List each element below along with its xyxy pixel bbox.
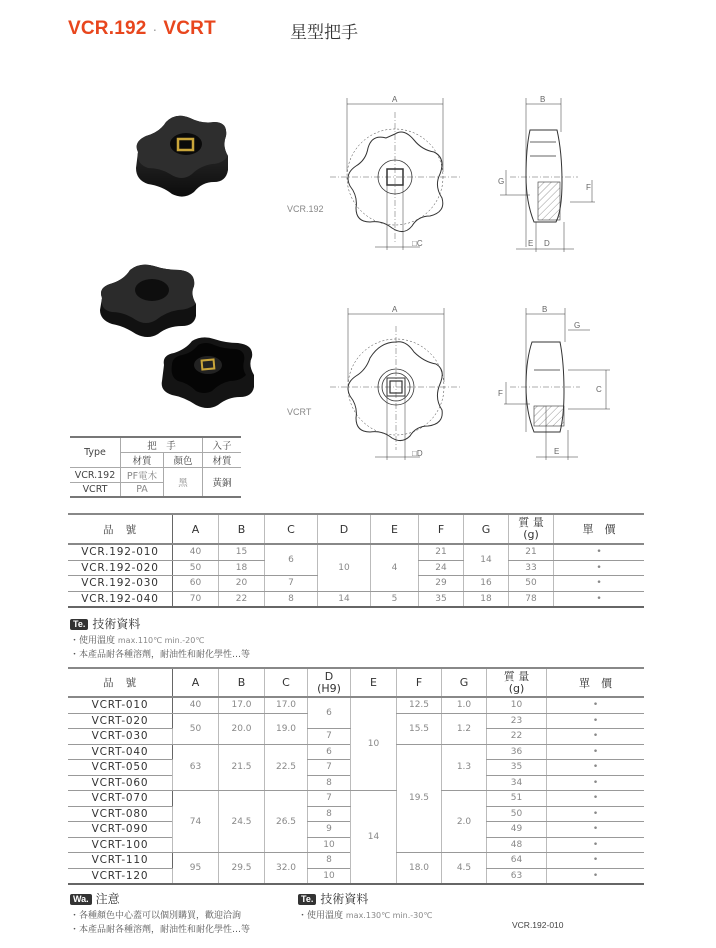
tech-title: 技術資料 <box>92 617 141 631</box>
tech-badge: Te. <box>298 894 316 905</box>
table-row: VCRT-020 50 20.0 19.0 15.5 1.2 23 • <box>68 713 644 729</box>
table-row: VCR.192-020 50 18 24 33 • <box>68 560 644 576</box>
type-cell: VCR.192 <box>70 468 121 483</box>
dim-label-a: A <box>392 305 398 314</box>
col-header-code: 品 號 <box>68 514 173 544</box>
col-header-weight: 質 量 (g) <box>487 668 547 697</box>
vcrt-knob-top-photo <box>96 262 206 342</box>
table-row: VCRT-110 95 29.5 32.0 8 18.0 4.5 64 • <box>68 853 644 869</box>
col-header-code: 品 號 <box>68 668 173 697</box>
table-row: VCRT-080 8 50 • <box>68 806 644 822</box>
table-row: VCRT-120 10 63 • <box>68 868 644 884</box>
page-code: VCR.192-010 <box>512 920 564 930</box>
vcrt-technical-drawing <box>330 302 620 467</box>
dim-label-f: F <box>586 183 591 192</box>
dim-label-g: G <box>498 177 505 186</box>
table-row: VCRT-060 8 34 • <box>68 775 644 791</box>
vcr192-spec-table <box>68 513 644 608</box>
dim-label-e: E <box>528 239 534 248</box>
vcr192-knob-photo <box>128 112 238 202</box>
type-cell: VCRT <box>70 483 121 498</box>
vcr192-drawing-label: VCR.192 <box>287 204 324 214</box>
table-row: VCR.192-030 60 20 7 29 16 50 • <box>68 576 644 592</box>
dim-label-b: B <box>540 95 546 104</box>
table-row: VCRT-070 74 24.5 26.5 7 14 2.0 51 • <box>68 791 644 807</box>
table-row: VCRT-040 63 21.5 22.5 6 19.5 1.3 36 • <box>68 744 644 760</box>
table-row: VCR.192-010 40 15 6 10 4 21 14 21 • <box>68 544 644 560</box>
col-header-d: D <box>318 514 371 544</box>
handle-color-header: 顏色 <box>164 453 203 468</box>
col-header-weight: 質 量 (g) <box>509 514 554 544</box>
col-header-d: D (H9) <box>308 668 351 697</box>
vcrt-spec-table <box>68 667 644 885</box>
col-header-e: E <box>351 668 397 697</box>
col-header-price: 單 價 <box>554 514 645 544</box>
col-header-a: A <box>173 668 219 697</box>
col-header-price: 單 價 <box>547 668 645 697</box>
col-header-b: B <box>219 668 265 697</box>
col-header-c: C <box>265 514 318 544</box>
vcr192-technical-drawing <box>330 92 620 262</box>
table-row: VCRT-090 9 49 • <box>68 822 644 838</box>
warning-badge: Wa. <box>70 894 92 905</box>
tech-info-section-2: Te. 技術資料 ・使用溫度 max.130℃ min.-30℃ <box>298 892 433 921</box>
dim-label-a: A <box>392 95 398 104</box>
product-code-vcrt: VCRT <box>163 18 216 39</box>
warning-title: 注意 <box>95 892 120 906</box>
type-header: Type <box>70 437 121 468</box>
material-cell: PF電木 <box>121 468 164 483</box>
table-row: VCRT-050 7 35 • <box>68 760 644 776</box>
handle-material-header: 材質 <box>121 453 164 468</box>
col-header-g: G <box>464 514 509 544</box>
table-row: VCRT-030 7 22 • <box>68 729 644 745</box>
product-code-title <box>68 18 216 40</box>
dim-label-d: □D <box>412 449 423 458</box>
insert-header: 入子 <box>203 437 242 453</box>
insert-material-header: 材質 <box>203 453 242 468</box>
col-header-f: F <box>419 514 464 544</box>
dim-label-b: B <box>542 305 548 314</box>
product-code-vcr192: VCR.192 <box>68 18 147 39</box>
material-cell: PA <box>121 483 164 498</box>
tech-title: 技術資料 <box>320 892 369 906</box>
dim-label-d: D <box>544 239 550 248</box>
material-type-table <box>70 436 241 498</box>
tech-info-section: Te. 技術資料 ・使用溫度 max.110℃ min.-20℃ ・本產品耐各種溶劑，耐油性和耐化學性…等 <box>70 617 251 660</box>
col-header-f: F <box>397 668 442 697</box>
col-header-a: A <box>173 514 219 544</box>
warning-section: Wa. 注意 ・各種顏色中心蓋可以個別購買，歡迎洽詢 ・本產品耐各種溶劑，耐油性和耐化學性…等 <box>70 892 251 935</box>
col-header-b: B <box>219 514 265 544</box>
handle-header: 把 手 <box>121 437 203 453</box>
title-separator: · <box>152 21 158 37</box>
col-header-g: G <box>442 668 487 697</box>
table-row: VCR.192-040 70 22 8 14 5 35 18 78 • <box>68 591 644 607</box>
product-name-title: 星型把手 <box>290 23 358 43</box>
dim-label-e: E <box>554 447 560 456</box>
dim-label-c: □C <box>412 239 423 248</box>
vcrt-knob-bottom-photo <box>158 335 258 415</box>
table-row: VCRT-100 10 48 • <box>68 837 644 853</box>
vcrt-drawing-label: VCRT <box>287 407 312 417</box>
col-header-e: E <box>371 514 419 544</box>
color-cell: 黑 <box>164 468 203 498</box>
col-header-c: C <box>265 668 308 697</box>
dim-label-f: F <box>498 389 503 398</box>
insert-material-cell: 黃銅 <box>203 468 242 498</box>
table-row: VCRT-010 40 17.0 17.0 6 10 12.5 1.0 10 • <box>68 697 644 713</box>
tech-badge: Te. <box>70 619 88 630</box>
dim-label-g: G <box>574 321 581 330</box>
dim-label-c: C <box>596 385 602 394</box>
